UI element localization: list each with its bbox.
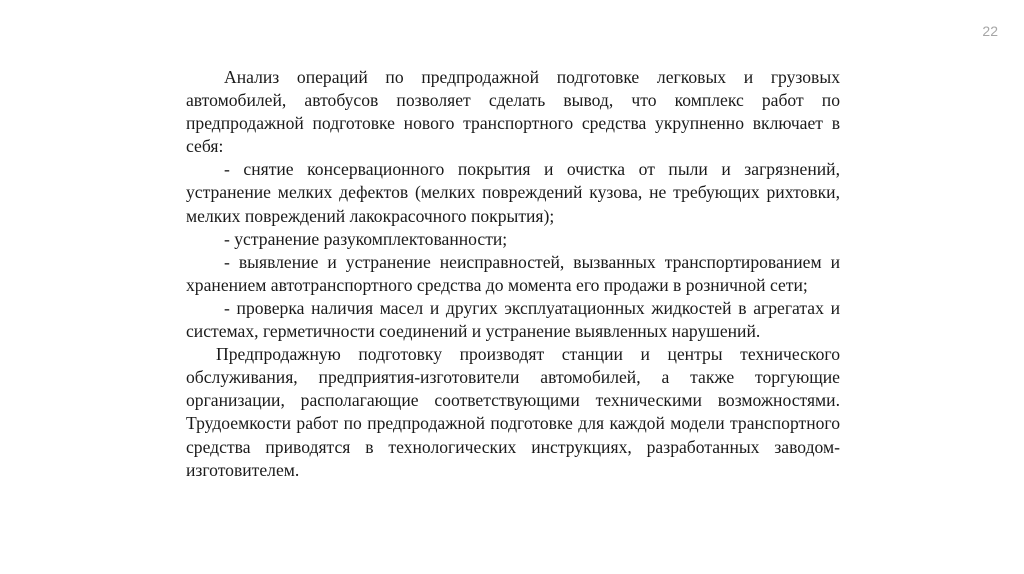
list-item-fluids-check: - проверка наличия масел и других эксплуатационных жидкостей в агрегатах и системах, герметичности соединений и устранение выявленных нарушений. bbox=[186, 297, 840, 342]
intro-paragraph: Анализ операций по предпродажной подготовке легковых и грузовых автомобилей, автобусов позволяет сделать вывод, что комплекс работ по предпродажной подготовке нового транспортного средства укрупненно включает в себя: bbox=[186, 67, 840, 157]
closing-paragraph: Предпродажную подготовку производят станции и центры технического обслуживания, предприятия-изготовители автомобилей, а также торгующие организации, располагающие соответствующими техническими возможностями. Трудоемкости работ по предпродажной подготовке для каждой модели транспортного средства приводятся в технологических инструкциях, разработанных заводом-изготовителем. bbox=[186, 344, 840, 480]
slide-text-body bbox=[186, 66, 840, 482]
slide-number: 22 bbox=[982, 23, 998, 39]
list-item-coating-removal: - снятие консервационного покрытия и очистка от пыли и загрязнений, устранение мелких дефектов (мелких повреждений кузова, не требующих рихтовки, мелких повреждений лакокрасочного покрытия); bbox=[186, 159, 840, 226]
list-item-fault-repair: - выявление и устранение неисправностей, вызванных транспортированием и хранением автотранспортного средства до момента его продажи в розничной сети; bbox=[186, 251, 840, 295]
list-item-completeness: - устранение разукомплектованности; bbox=[224, 228, 508, 249]
